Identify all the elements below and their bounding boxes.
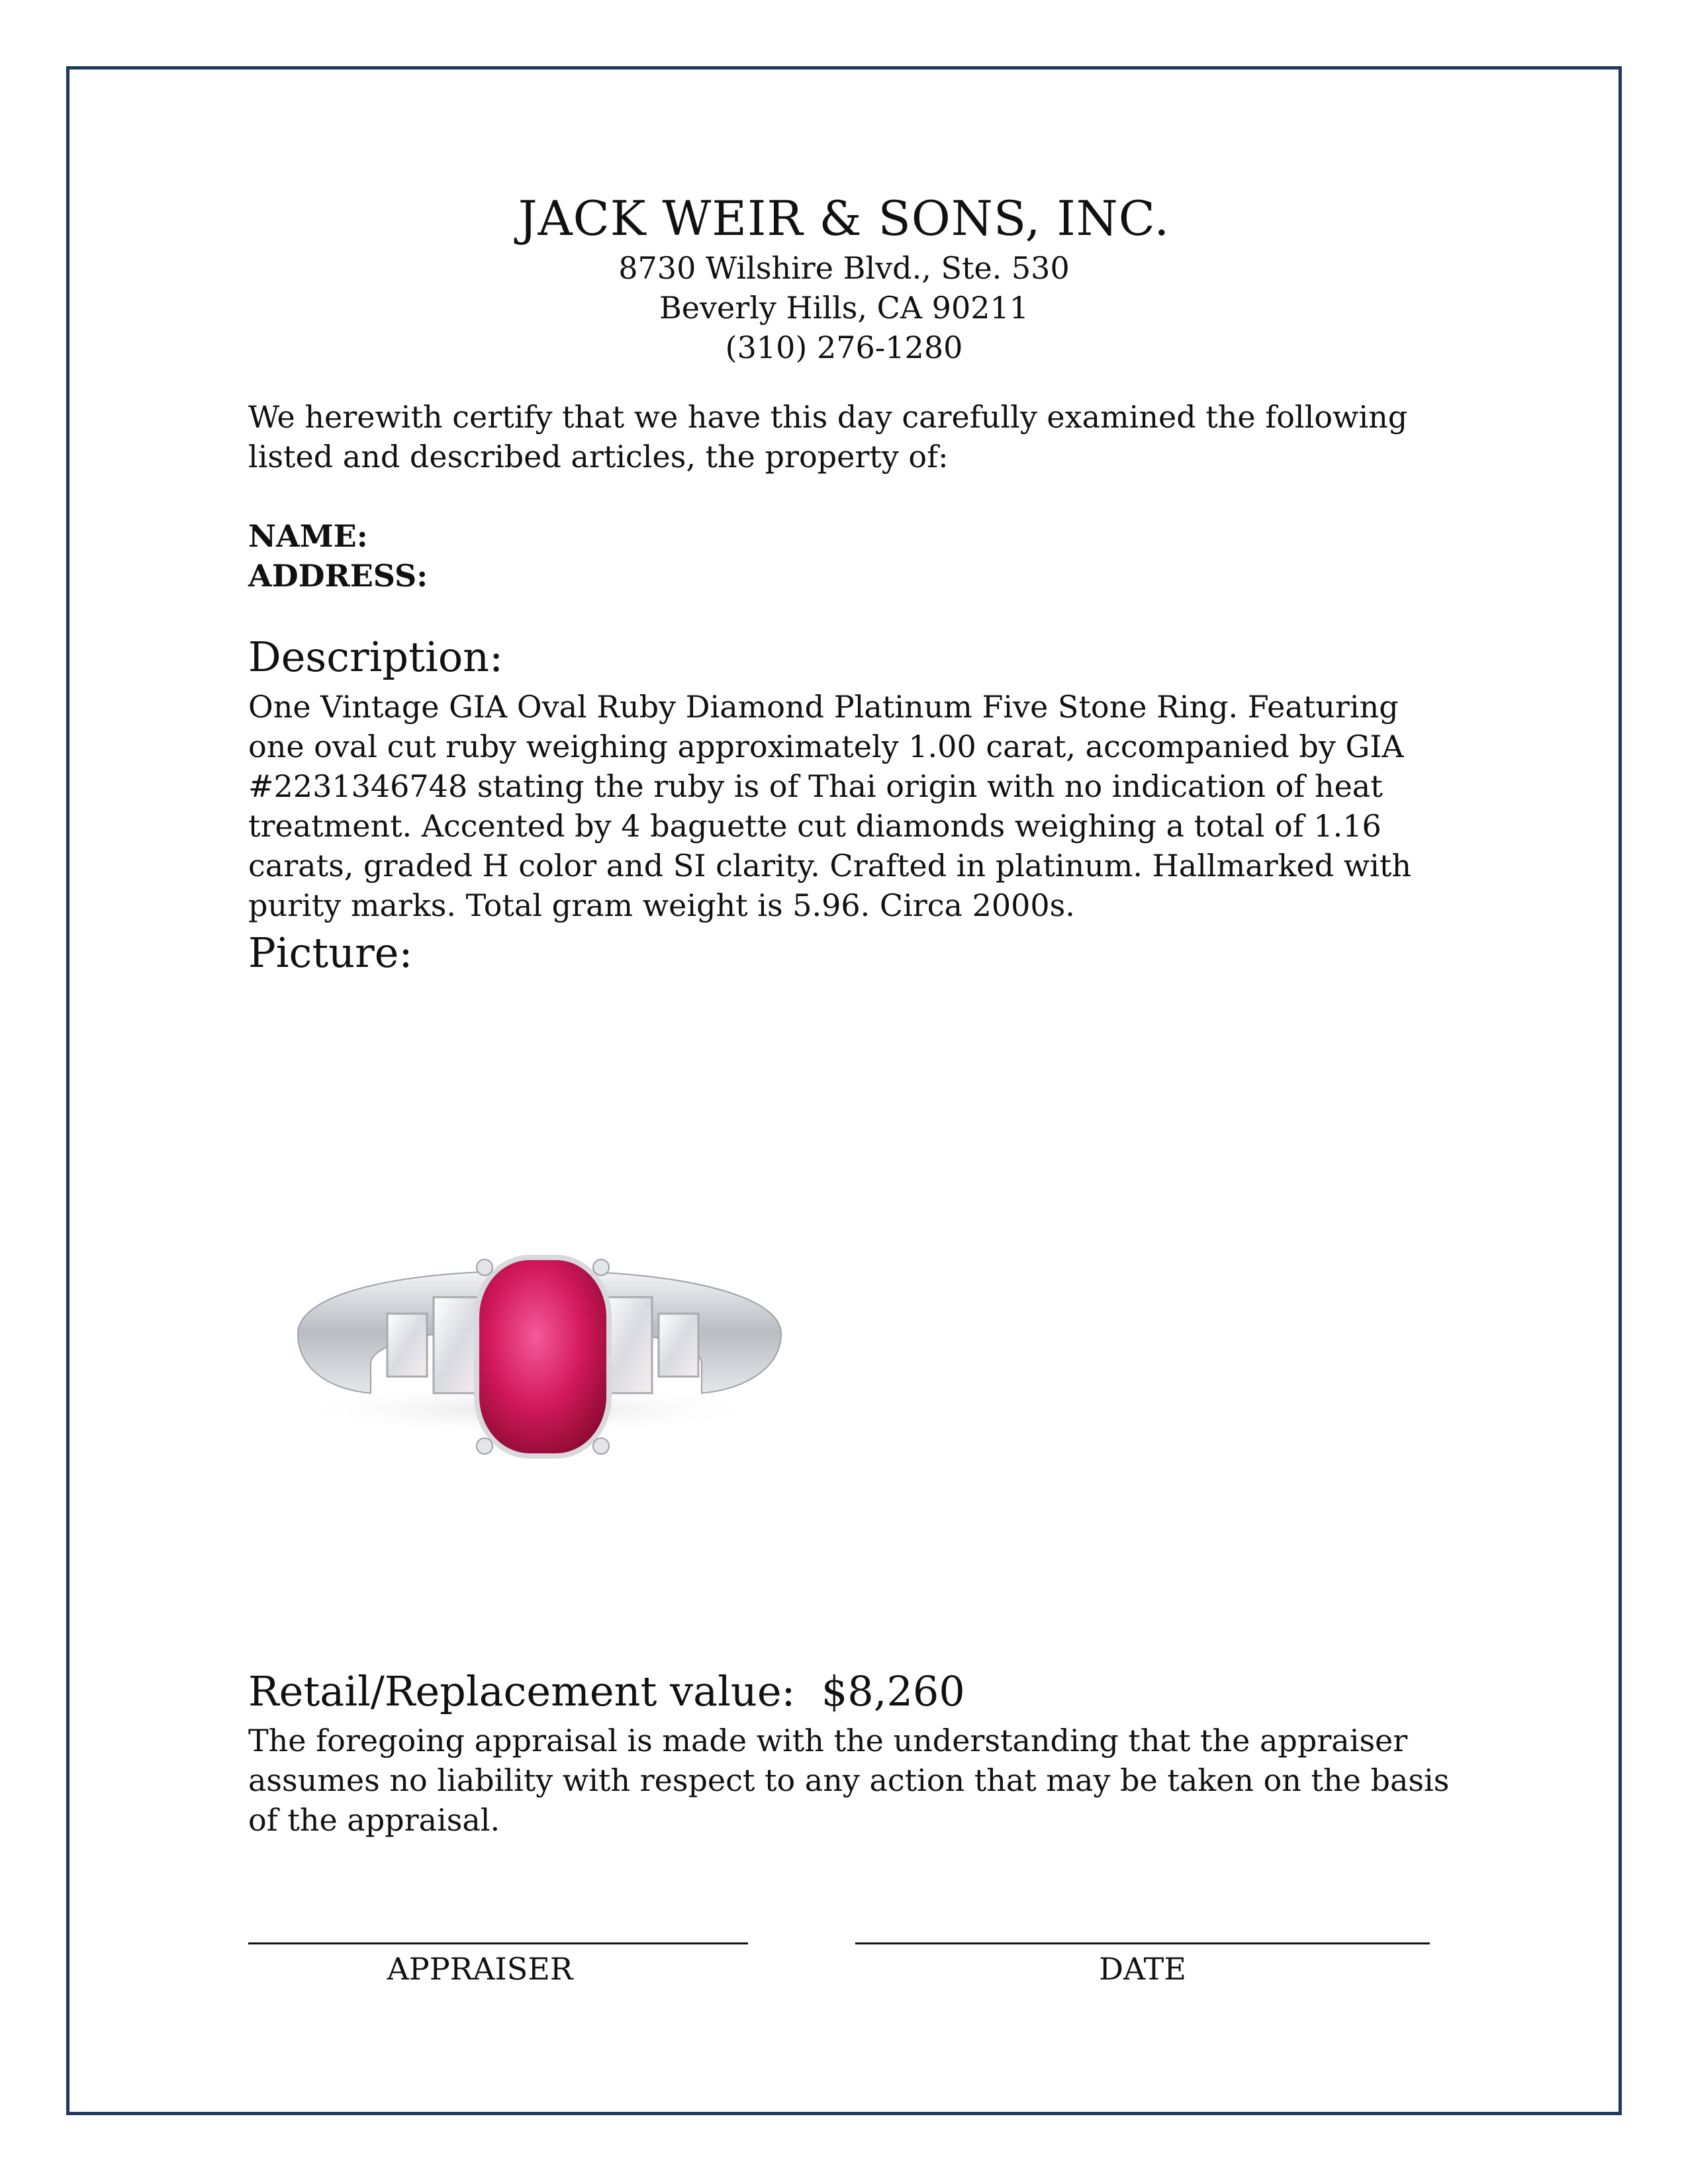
company-address-line1: 8730 Wilshire Blvd., Ste. 530 <box>618 250 1070 286</box>
letterhead <box>0 189 1688 367</box>
ring-photo <box>278 1191 808 1496</box>
name-label: NAME: <box>248 518 368 554</box>
company-phone: (310) 276-1280 <box>725 330 963 365</box>
retail-value-amount: $8,260 <box>821 1667 965 1715</box>
owner-fields <box>248 516 1453 596</box>
description-heading: Description: <box>248 633 503 681</box>
retail-value <box>248 1666 1453 1717</box>
address-label: ADDRESS: <box>248 558 428 594</box>
company-name: JACK WEIR & SONS, INC. <box>518 191 1170 246</box>
appraiser-label: APPRAISER <box>387 1951 573 1987</box>
liability-disclaimer: The foregoing appraisal is made with the understanding that the appraiser assumes no liability with respect to any action that may be taken on the basis of the appraisal. <box>248 1723 1450 1838</box>
company-address-line2: Beverly Hills, CA 90211 <box>659 290 1029 326</box>
appraiser-signature-line <box>248 1942 748 1944</box>
certification-intro: We herewith certify that we have this day carefully examined the following listed and described articles, the property of: <box>248 399 1408 475</box>
date-signature-line <box>855 1942 1430 1944</box>
date-label: DATE <box>1099 1951 1186 1987</box>
picture-heading: Picture: <box>248 929 413 977</box>
description-text: One Vintage GIA Oval Ruby Diamond Platinum Five Stone Ring. Featuring one oval cut ruby weighing approximately 1.00 carat, accompanied by GIA #2231346748 stating the ruby is of Thai origin with no indication of heat treatment. Accented by 4 baguette cut diamonds weighing a total of 1.16 carats, graded H color and SI clarity. Crafted in platinum. Hallmarked with purity marks. Total gram weight is 5.96. Circa 2000s. <box>248 689 1412 923</box>
retail-value-label: Retail/Replacement value: <box>248 1667 796 1715</box>
